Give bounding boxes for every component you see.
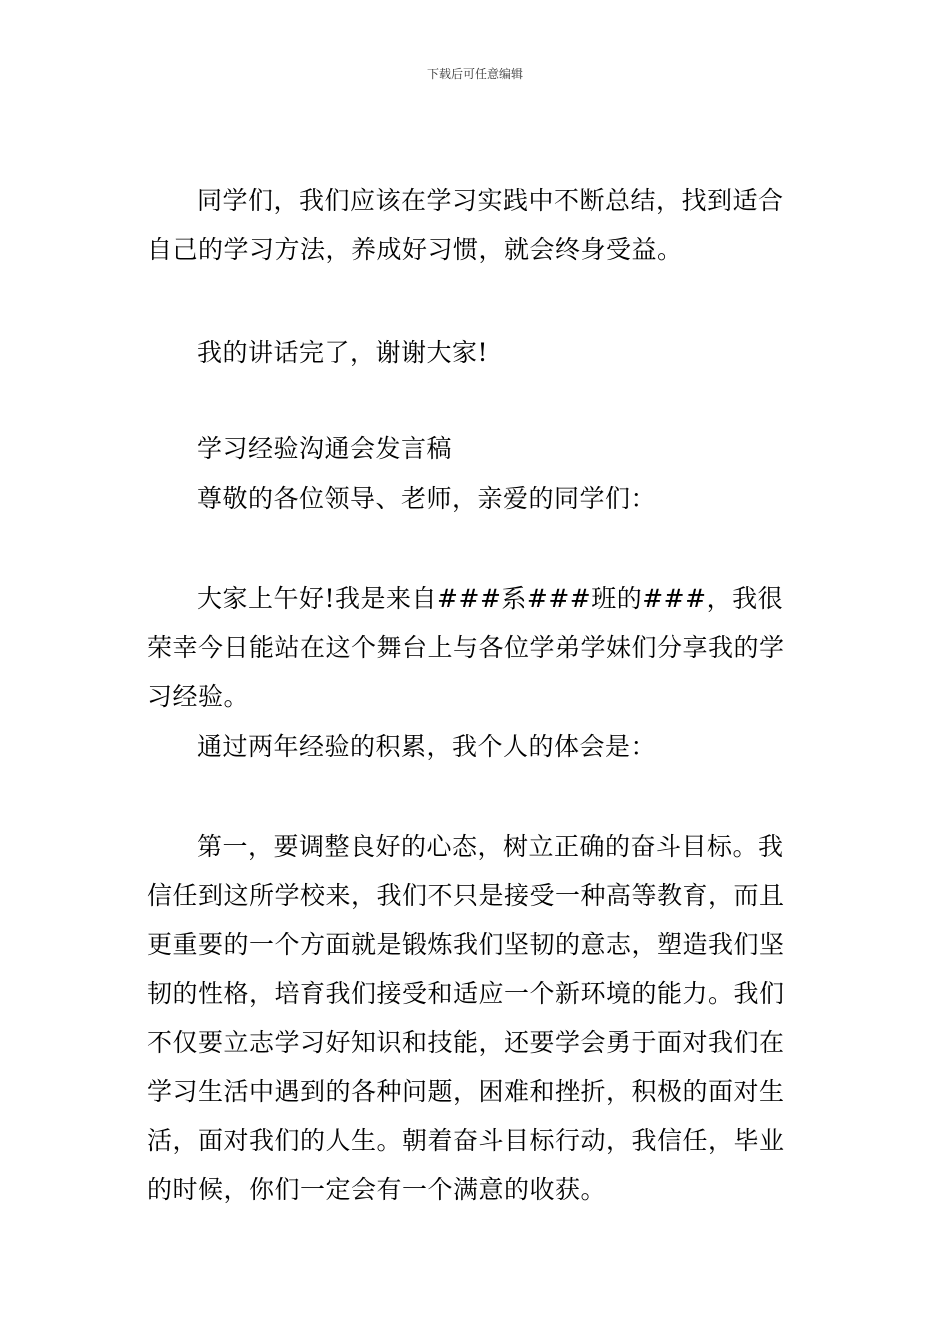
- paragraph-summary: 同学们，我们应该在学习实践中不断总结，找到适合自己的学习方法，养成好习惯，就会终身受益。: [147, 186, 784, 264]
- header-note: 下载后可任意编辑: [426, 67, 523, 81]
- paragraph-point-one: 第一，要调整良好的心态，树立正确的奋斗目标。我信任到这所学校来，我们不只是接受一种高等教育，而且更重要的一个方面就是锻炼我们坚韧的意志，塑造我们坚韧的性格，培育我们接受和适应一个新环境的能力。我们不仅要立志学习好知识和技能，还要学会勇于面对我们在学习生活中遇到的各种问题，困难和挫折，积极的面对生活，面对我们的人生。朝着奋斗目标行动，我信任，毕业的时候，你们一定会有一个满意的收获。: [147, 832, 785, 1204]
- paragraph-experience-intro: 通过两年经验的积累，我个人的体会是：: [197, 732, 657, 761]
- salutation: 尊敬的各位领导、老师，亲爱的同学们：: [197, 484, 657, 513]
- paragraph-closing: 我的讲话完了，谢谢大家!: [197, 338, 489, 367]
- speech-title: 学习经验沟通会发言稿: [197, 434, 453, 463]
- paragraph-greeting: 大家上午好!我是来自###系###班的###，我很荣幸今日能站在这个舞台上与各位学弟学妹们分享我的学习经验。: [147, 584, 785, 711]
